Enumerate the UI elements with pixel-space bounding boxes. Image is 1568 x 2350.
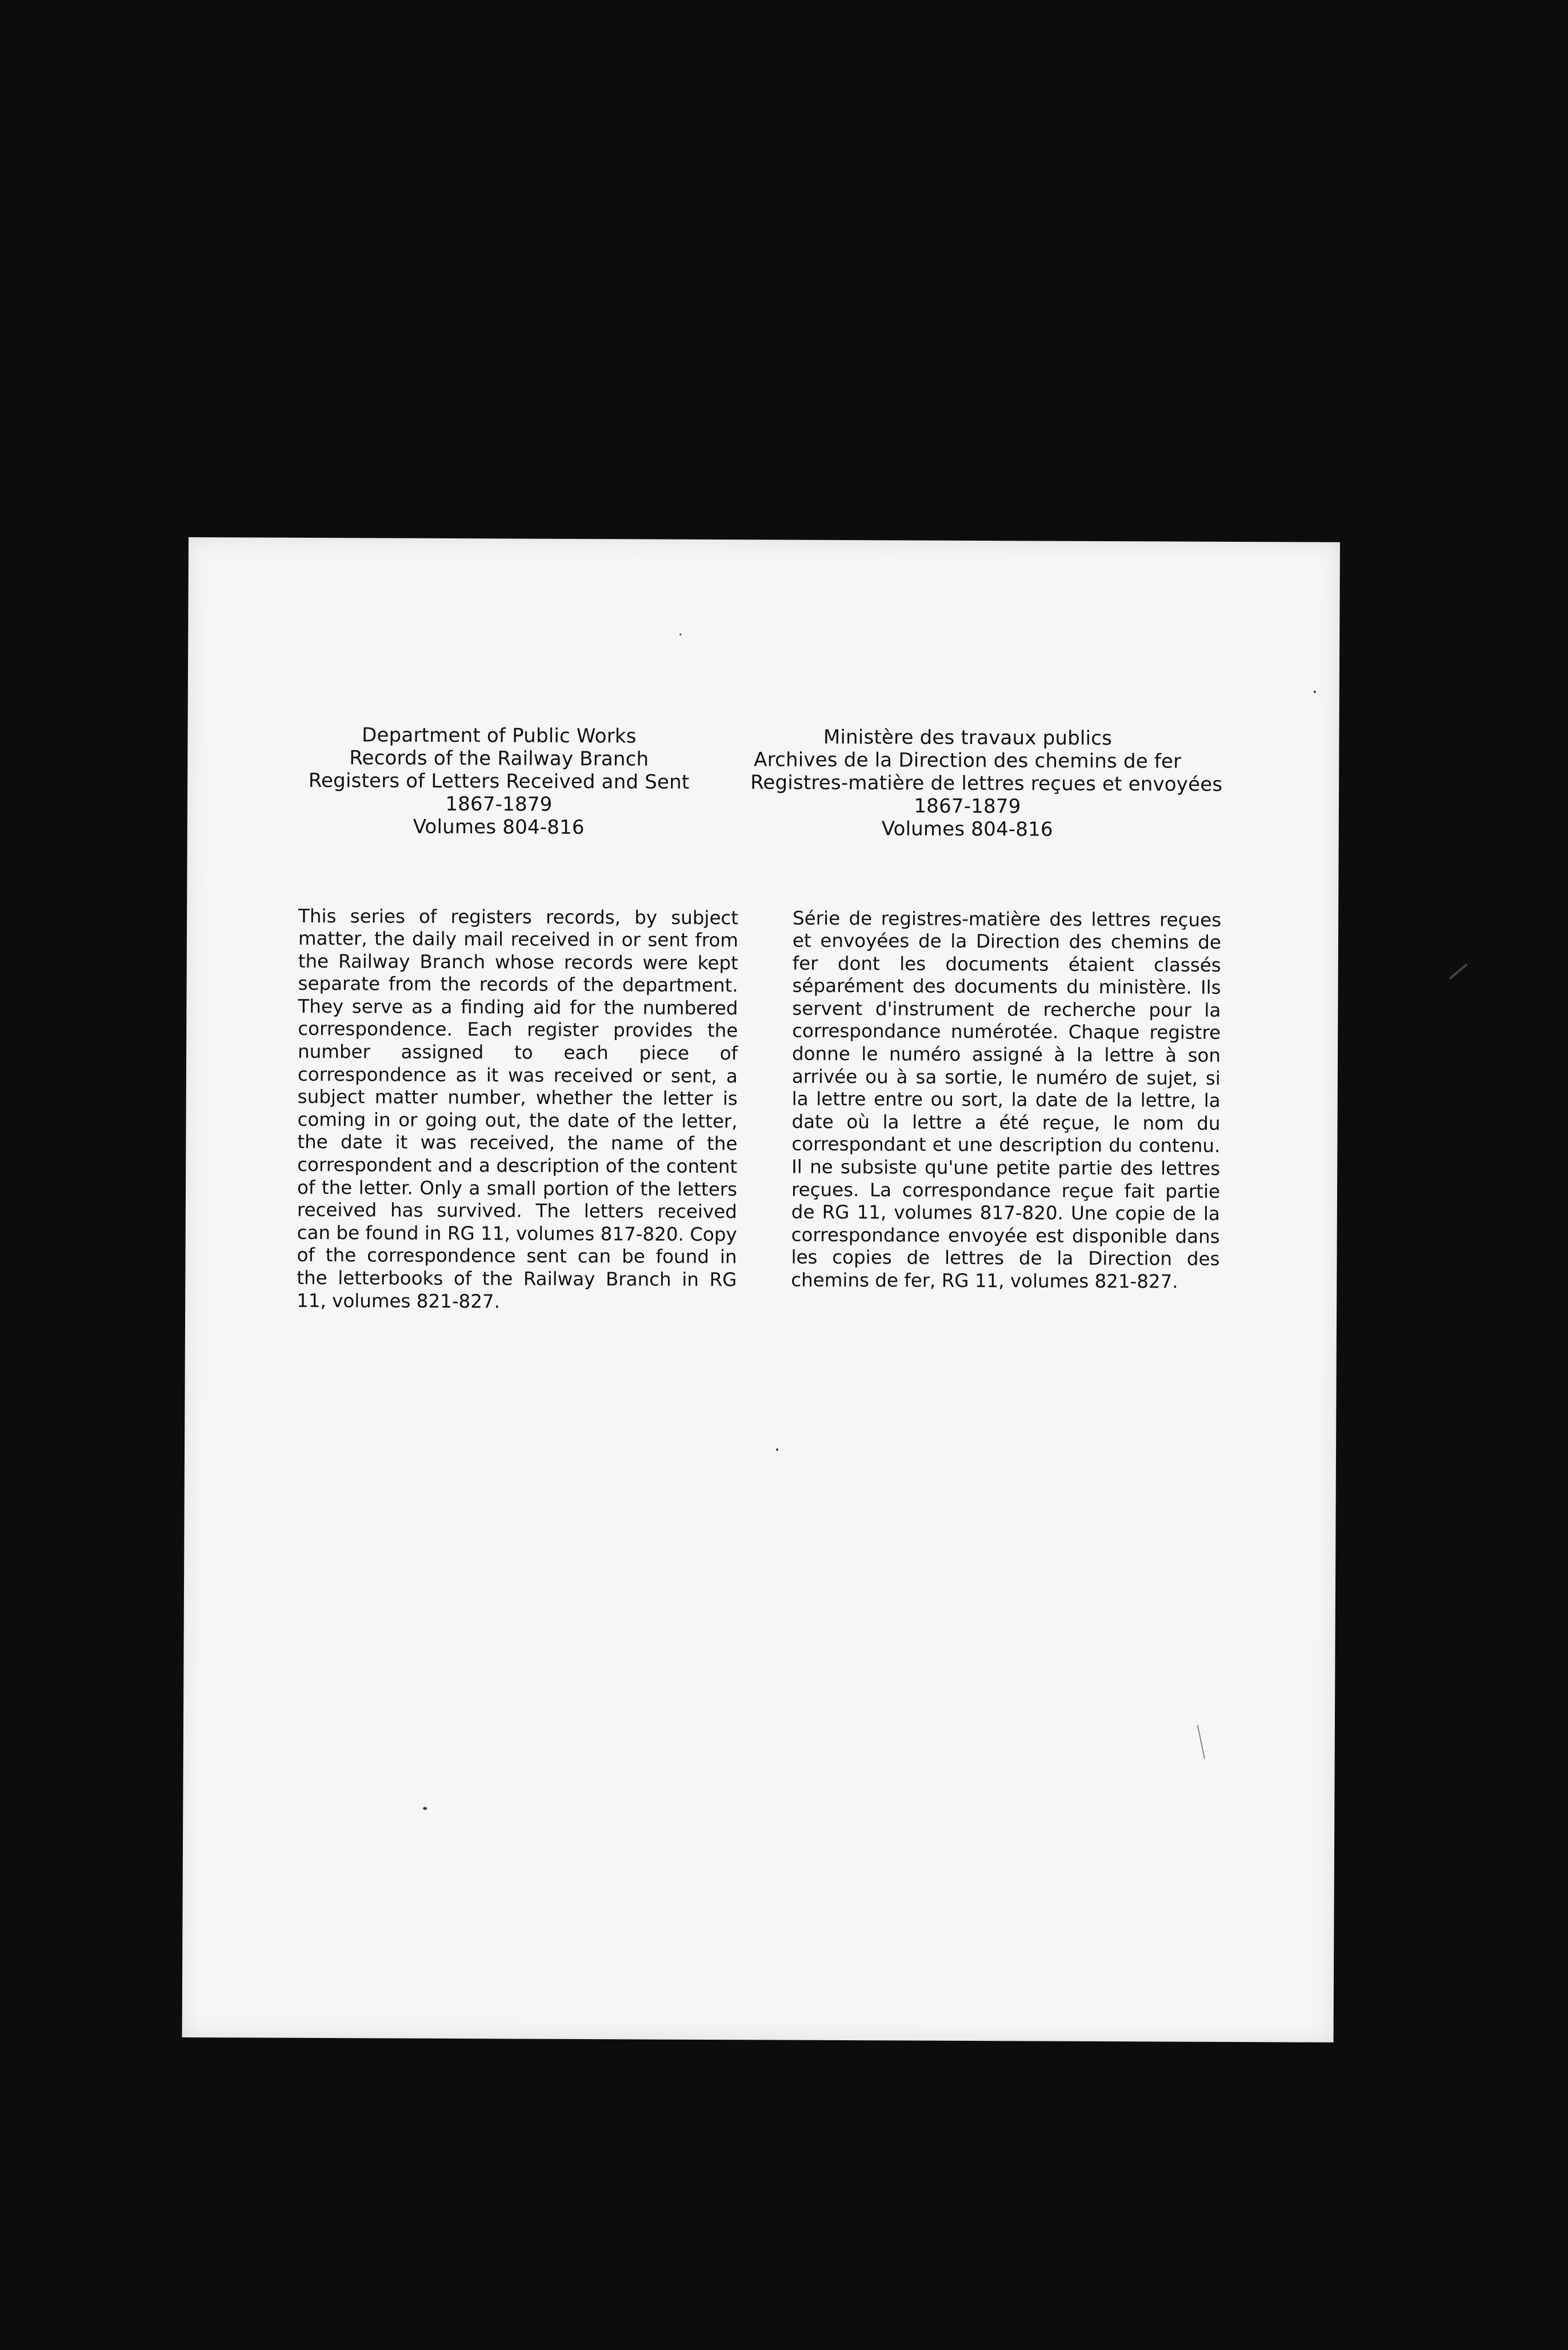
french-heading-records: Archives de la Direction des chemins de fer [754, 748, 1182, 773]
english-heading [282, 724, 717, 840]
dust-speck [679, 634, 681, 636]
dust-speck [776, 1449, 778, 1451]
dust-speck [1314, 691, 1316, 693]
document-page [182, 537, 1340, 2043]
english-heading-years: 1867-1879 [445, 792, 553, 816]
french-heading [750, 725, 1223, 841]
french-heading-volumes: Volumes 804-816 [881, 817, 1053, 841]
french-heading-years: 1867-1879 [914, 794, 1021, 818]
english-description: This series of registers records, by subject matter, the daily mail received in or sent from the Railway Branch whose records were kept separate from the records of the department. They serve as a finding aid for the numbered correspondence. Each register provides the number assigned to each piece of correspondence as it was received or sent, a subject matter number, whether the letter is coming in or going out, the date of the letter, the date it was received, the name of the correspondent and a description of the content of the letter. Only a small portion of the letters received has survived. The letters received can be found in RG 11, volumes 817-820. Copy of the correspondence sent can be found in the letterbooks of the Railway Branch in RG 11, volumes 821-827. [297, 905, 739, 1312]
dust-speck [423, 1807, 427, 1810]
french-heading-registers: Registres-matière de lettres reçues et envoyées [750, 771, 1223, 796]
french-description: Série de registres-matière des lettres reçues et envoyées de la Direction des chemins de fer dont les documents étaient classés séparément des documents du ministère. Ils servent d'instrument de recherche pour la correspondance numérotée. Chaque registre donne le numéro assigné à la lettre à son arrivée ou à sa sortie, le numéro de sujet, si la lettre entre ou sort, la date de la lettre, la date où la lettre a été reçue, le nom du correspondant et une description du contenu. Il ne subsiste qu'une petite partie des lettres reçues. La correspondance reçue fait partie de RG 11, volumes 817-820. Une copie de la correspondance envoyée est disponible dans les copies de lettres de la Direction des chemins de fer, RG 11, volumes 821-827. [791, 907, 1222, 1293]
english-heading-registers: Registers of Letters Received and Sent [308, 769, 690, 794]
french-heading-department: Ministère des travaux publics [823, 725, 1113, 750]
english-heading-records: Records of the Railway Branch [349, 746, 649, 771]
film-scratch [1197, 1725, 1205, 1758]
english-heading-volumes: Volumes 804-816 [413, 815, 585, 840]
english-heading-department: Department of Public Works [362, 724, 637, 748]
